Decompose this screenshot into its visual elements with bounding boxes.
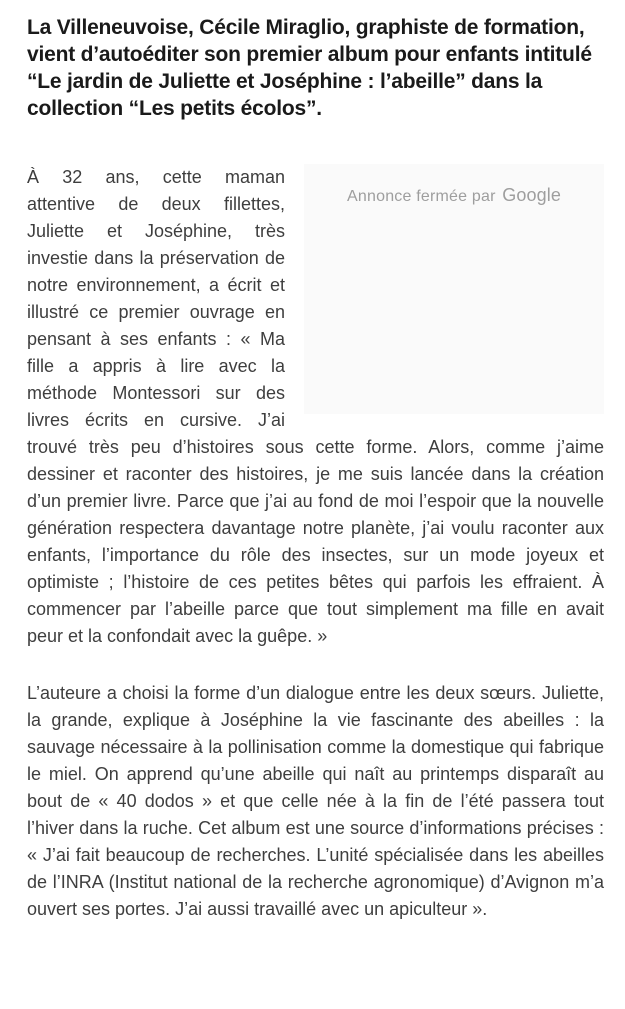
google-ad-placeholder [304, 164, 604, 414]
ad-closed-label[interactable] [347, 185, 561, 206]
headline: La Villeneuvoise, Cécile Miraglio, graphiste de formation, vient d’autoéditer son premier album pour enfants intitulé “Le jardin de Juliette et Joséphine : l’abeille” dans la collection “Les petits écolos”. [27, 16, 592, 120]
ad-closed-text: Annonce fermée par [347, 188, 501, 205]
google-wordmark[interactable]: Google [502, 185, 561, 205]
article-paragraph-1: À 32 ans, cette maman attentive de deux fillettes, Juliette et Joséphine, très investie dans la préservation de notre environnement, a écrit et illustré ce premier ouvrage en pensant à ses enfants : « Ma fille a appris à lire avec la méthode Montessori sur des livres écrits en cursive. J’ai trouvé très peu d’histoires sous cette forme. Alors, comme j’aime dessiner et raconter des histoires, je me suis lancée dans la création d’un premier livre. Parce que j’ai au fond de moi l’espoir que la nouvelle génération respectera davantage notre planète, j’ai voulu raconter aux enfants, l’importance du rôle des insectes, sur un mode joyeux et optimiste ; l’histoire de ces petites bêtes qui parfois les effraient. À commencer par l’abeille parce que tout simplement ma fille en avait peur et la confondait avec la guêpe. » [27, 167, 604, 646]
article-paragraph-2: L’auteure a choisi la forme d’un dialogue entre les deux sœurs. Juliette, la grande, explique à Joséphine la vie fascinante des abeilles : la sauvage nécessaire à la pollinisation comme la domestique qui fabrique le miel. On apprend qu’une abeille qui naît au printemps disparaît au bout de « 40 dodos » et que celle née à la fin de l’été passera tout l’hiver dans la ruche. Cet album est une source d’informations précises : « J’ai fait beaucoup de recherches. L’unité spécialisée dans les abeilles de l’INRA (Institut national de la recherche agronomique) d’Avignon m’a ouvert ses portes. J’ai aussi travaillé avec un apiculteur ». [27, 683, 604, 919]
